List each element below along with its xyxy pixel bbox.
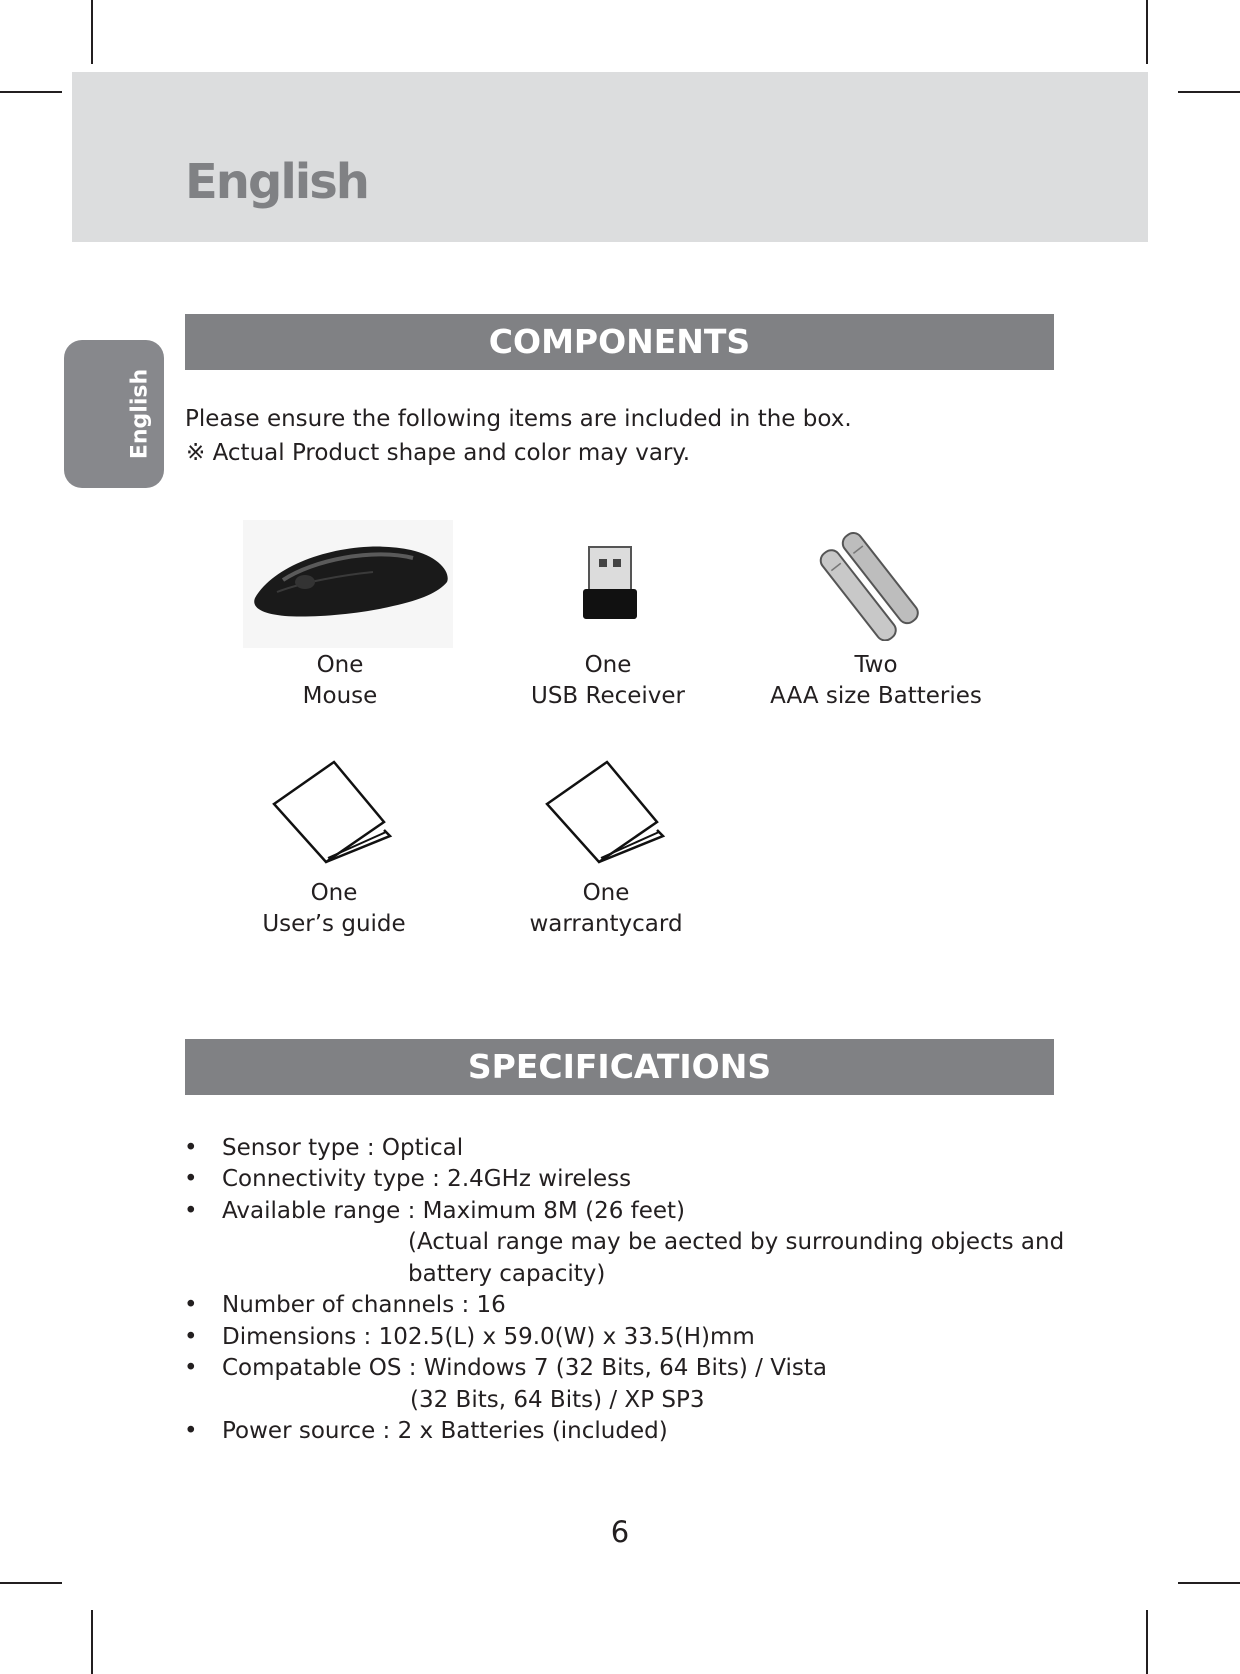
spec-channels: Number of channels : 16	[222, 1292, 506, 1318]
item-quantity: One	[584, 652, 632, 678]
spec-os-cont: (32 Bits, 64 Bits) / XP SP3	[410, 1387, 705, 1413]
components-intro: Please ensure the following items are included in the box.	[185, 406, 852, 432]
item-name: USB Receiver	[530, 683, 686, 709]
spec-range-note: battery capacity)	[408, 1261, 606, 1287]
spec-range: Available range : Maximum 8M (26 feet)	[222, 1198, 686, 1224]
item-quantity: One	[310, 880, 358, 906]
crop-mark	[1178, 91, 1240, 93]
crop-mark	[1146, 1610, 1148, 1674]
spec-dimensions: Dimensions : 102.5(L) x 59.0(W) x 33.5(H)mm	[222, 1324, 755, 1350]
spec-range-note: (Actual range may be aected by surrounding objects and	[408, 1229, 1065, 1255]
components-section-bar	[185, 314, 1054, 370]
spec-os: Compatable OS : Windows 7 (32 Bits, 64 Bits) / Vista	[222, 1355, 827, 1381]
specifications-heading: SPECIFICATIONS	[467, 1047, 772, 1086]
spec-power: Power source : 2 x Batteries (included)	[222, 1418, 668, 1444]
item-name: warrantycard	[529, 911, 683, 937]
list-item	[456, 878, 756, 940]
bullet: •	[184, 1418, 198, 1444]
list-item	[458, 650, 758, 712]
specifications-section-bar	[185, 1039, 1054, 1095]
item-quantity: One	[582, 880, 630, 906]
crop-mark	[0, 1582, 62, 1584]
components-note: ※ Actual Product shape and color may vary.	[186, 440, 691, 466]
item-name: AAA size Batteries	[770, 683, 982, 709]
usb-receiver-icon	[581, 545, 639, 621]
page-title: English	[185, 154, 368, 210]
item-name: User’s guide	[262, 911, 406, 937]
bullet: •	[184, 1166, 198, 1192]
item-quantity: One	[316, 652, 364, 678]
crop-mark	[1178, 1582, 1240, 1584]
booklet-icon	[545, 760, 667, 864]
list-item	[184, 878, 484, 940]
spec-connectivity: Connectivity type : 2.4GHz wireless	[222, 1166, 632, 1192]
list-item	[726, 650, 1026, 712]
components-heading: COMPONENTS	[488, 322, 751, 361]
bullet: •	[184, 1355, 198, 1381]
batteries-icon	[818, 525, 930, 641]
list-item	[190, 650, 490, 712]
bullet: •	[184, 1324, 198, 1350]
booklet-icon	[272, 760, 394, 864]
spec-sensor-type: Sensor type : Optical	[222, 1135, 464, 1161]
crop-mark	[1146, 0, 1148, 64]
mouse-icon	[243, 520, 453, 648]
bullet: •	[184, 1198, 198, 1224]
item-name: Mouse	[302, 683, 378, 709]
page-number: 6	[610, 1515, 630, 1549]
item-quantity: Two	[854, 652, 898, 678]
bullet: •	[184, 1135, 198, 1161]
crop-mark	[91, 1610, 93, 1674]
crop-mark	[0, 91, 62, 93]
bullet: •	[184, 1292, 198, 1318]
crop-mark	[91, 0, 93, 64]
language-side-tab-label: English	[127, 368, 153, 460]
